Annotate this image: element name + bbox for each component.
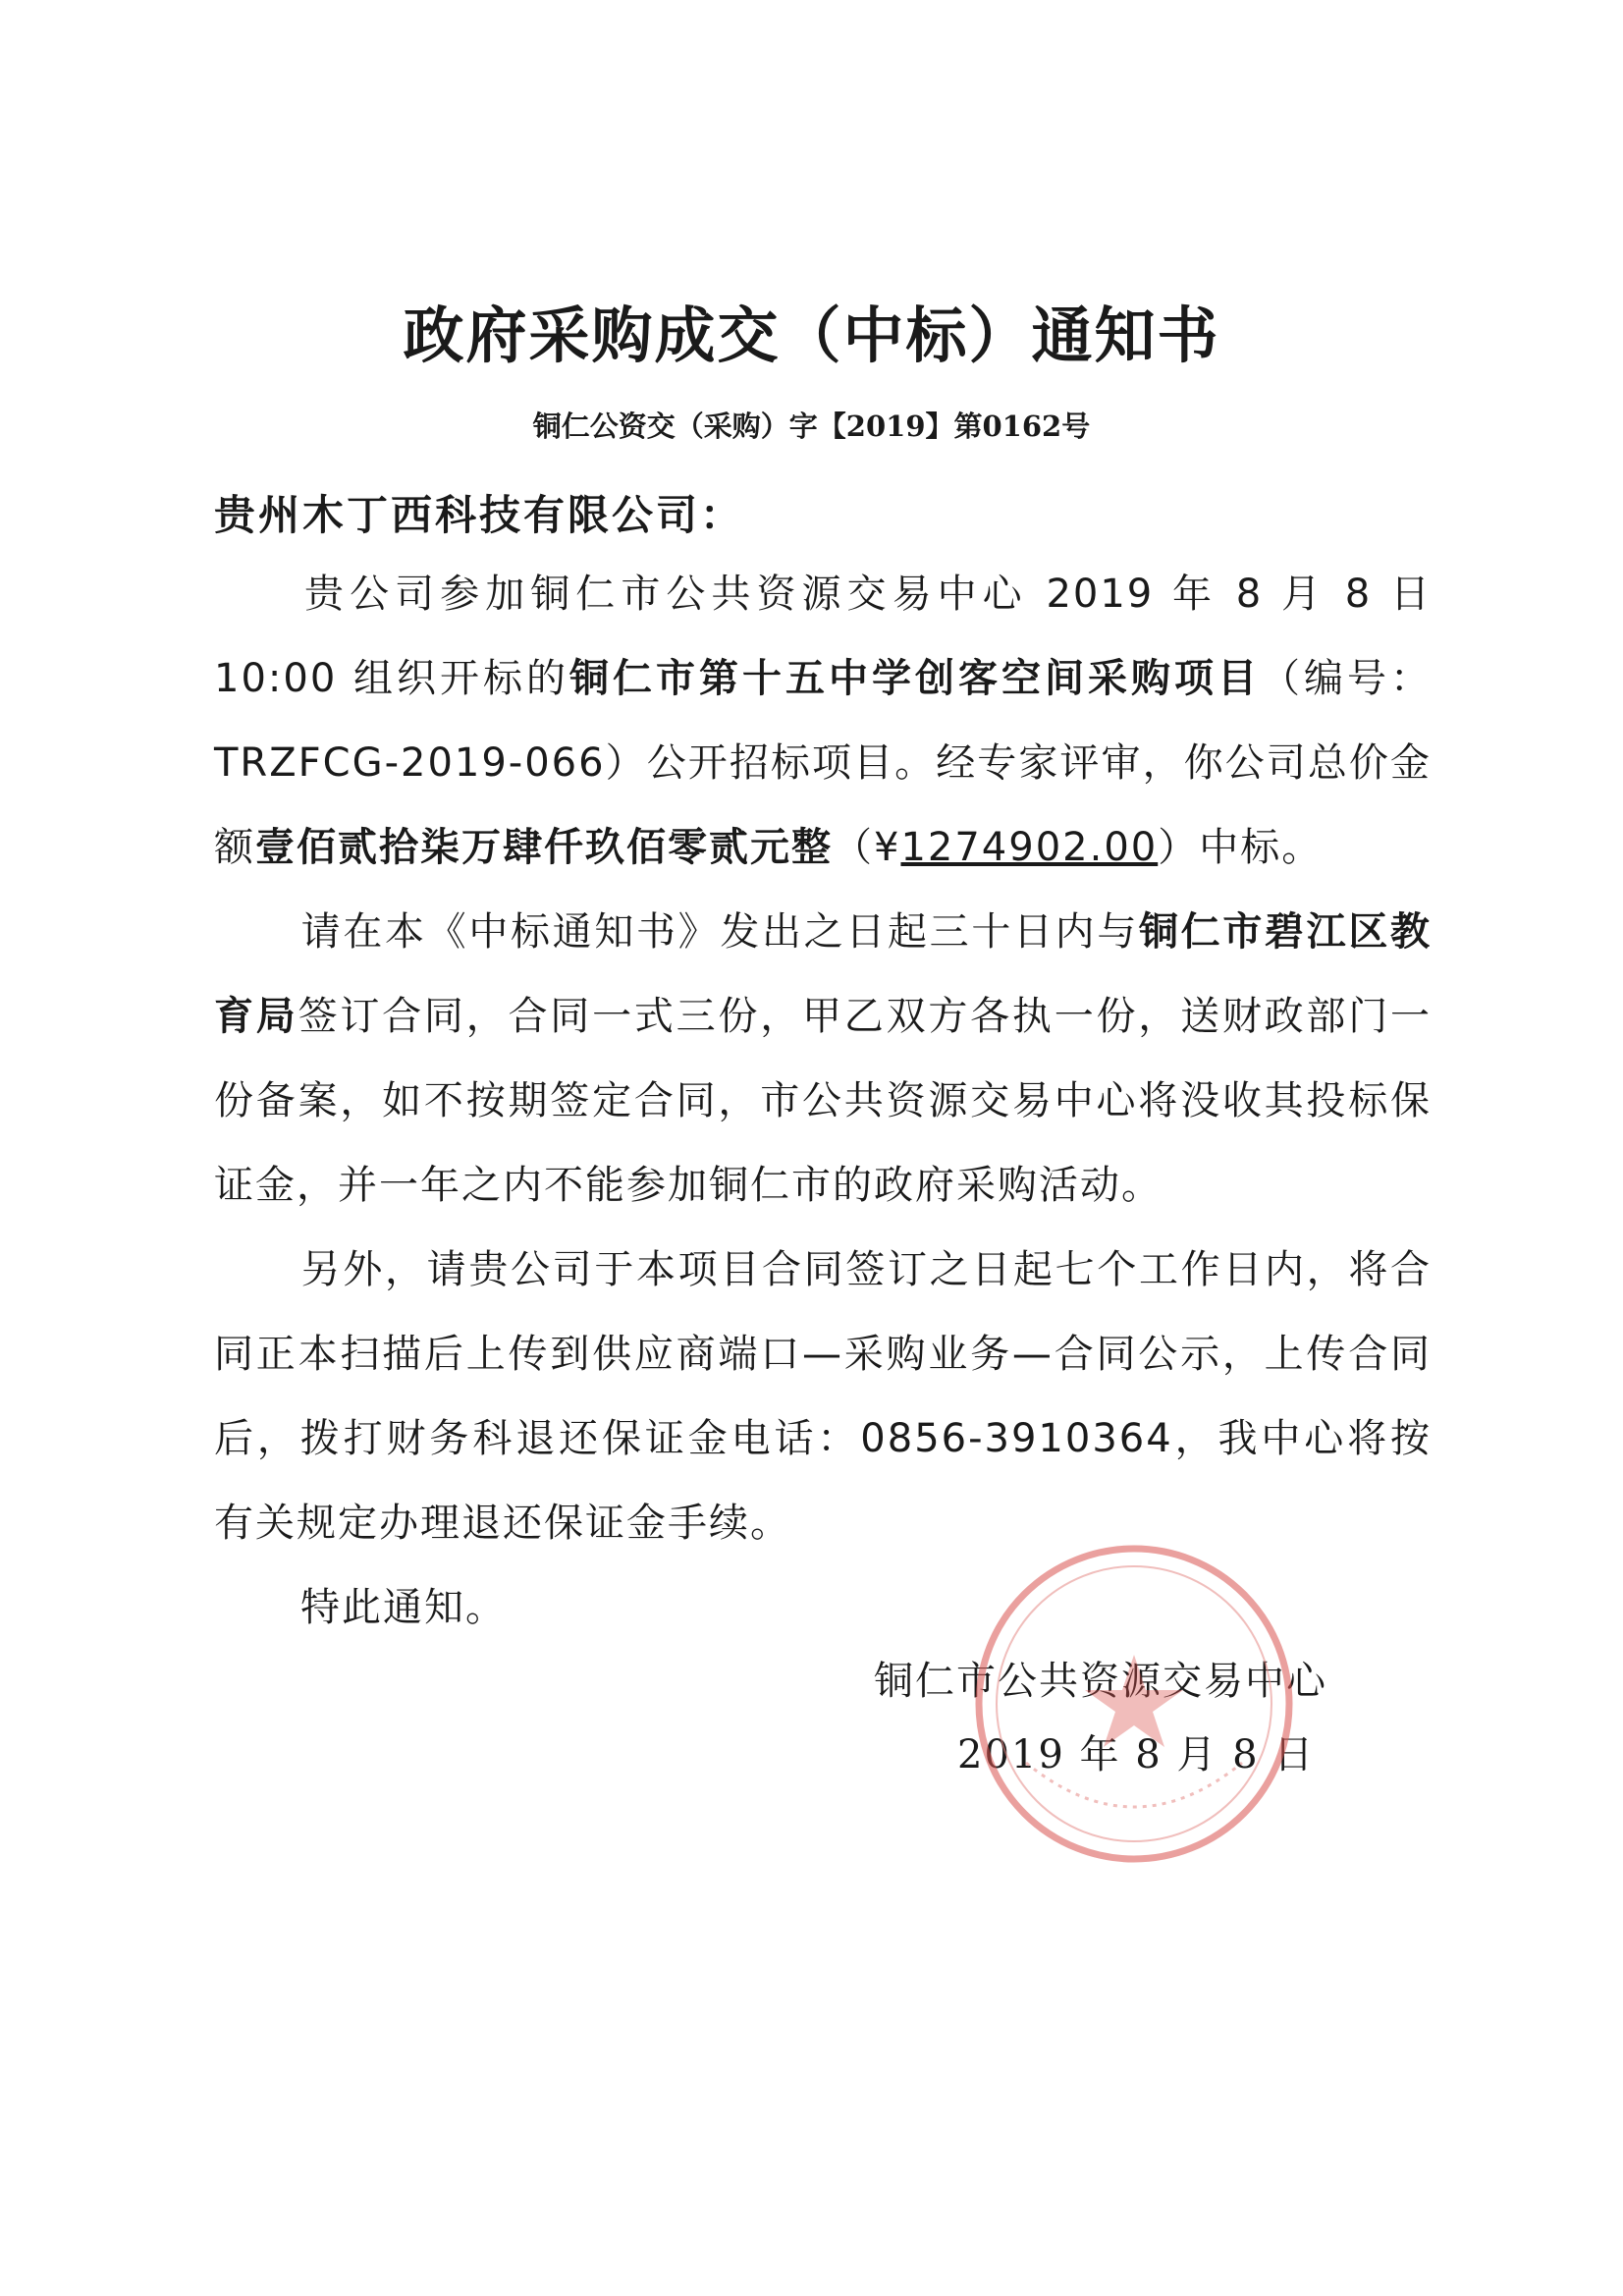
closing-text: 特此通知。 — [300, 1585, 507, 1630]
signature-organization: 铜仁市公共资源交易中心 — [874, 1659, 1327, 1704]
award-lead: 贵公司参加铜仁市公共资源交易中心 2019 年 8 月 8 日 10:00 组织开标的 — [214, 572, 1432, 701]
buyer-name: 铜仁市碧江区教育局 — [214, 909, 1432, 1039]
paragraph-deposit — [214, 1228, 1432, 1565]
paragraph-contract — [214, 890, 1432, 1228]
project-code: （编号：TRZFCG-2019-066）公开招标项目。经专家评审，你公司总价金额 — [214, 656, 1432, 870]
amount-number: 1274902.00 — [900, 825, 1159, 870]
deposit-text: 另外，请贵公司于本项目合同签订之日起七个工作日内，将合同正本扫描后上传到供应商端口—采购业务—合同公示，上传合同后，拨打财务科退还保证金电话：0856-3910364，我中心将按有关规定办理退还保证金手续。 — [214, 1247, 1432, 1546]
amount-open: （¥ — [833, 825, 901, 870]
paragraph-award — [214, 552, 1432, 890]
contract-rest: 签订合同，合同一式三份，甲乙双方各执一份，送财政部门一份备案，如不按期签定合同，市公共资源交易中心将没收其投标保证金，并一年之内不能参加铜仁市的政府采购活动。 — [214, 994, 1433, 1208]
project-name: 铜仁市第十五中学创客空间采购项目 — [569, 656, 1261, 701]
addressee: 贵州木丁西科技有限公司： — [214, 491, 745, 539]
amount-words: 壹佰贰拾柒万肆仟玖佰零贰元整 — [255, 825, 833, 870]
document-title: 政府采购成交（中标）通知书 — [403, 300, 1220, 371]
signature-date: 2019 年 8 月 8 日 — [957, 1732, 1316, 1777]
document-number: 铜仁公资交（采购）字【2019】第0162号 — [532, 410, 1091, 443]
amount-close: ）中标。 — [1158, 825, 1324, 870]
contract-lead: 请在本《中标通知书》发出之日起三十日内与 — [300, 909, 1139, 955]
paragraph-closing — [214, 1565, 1432, 1650]
